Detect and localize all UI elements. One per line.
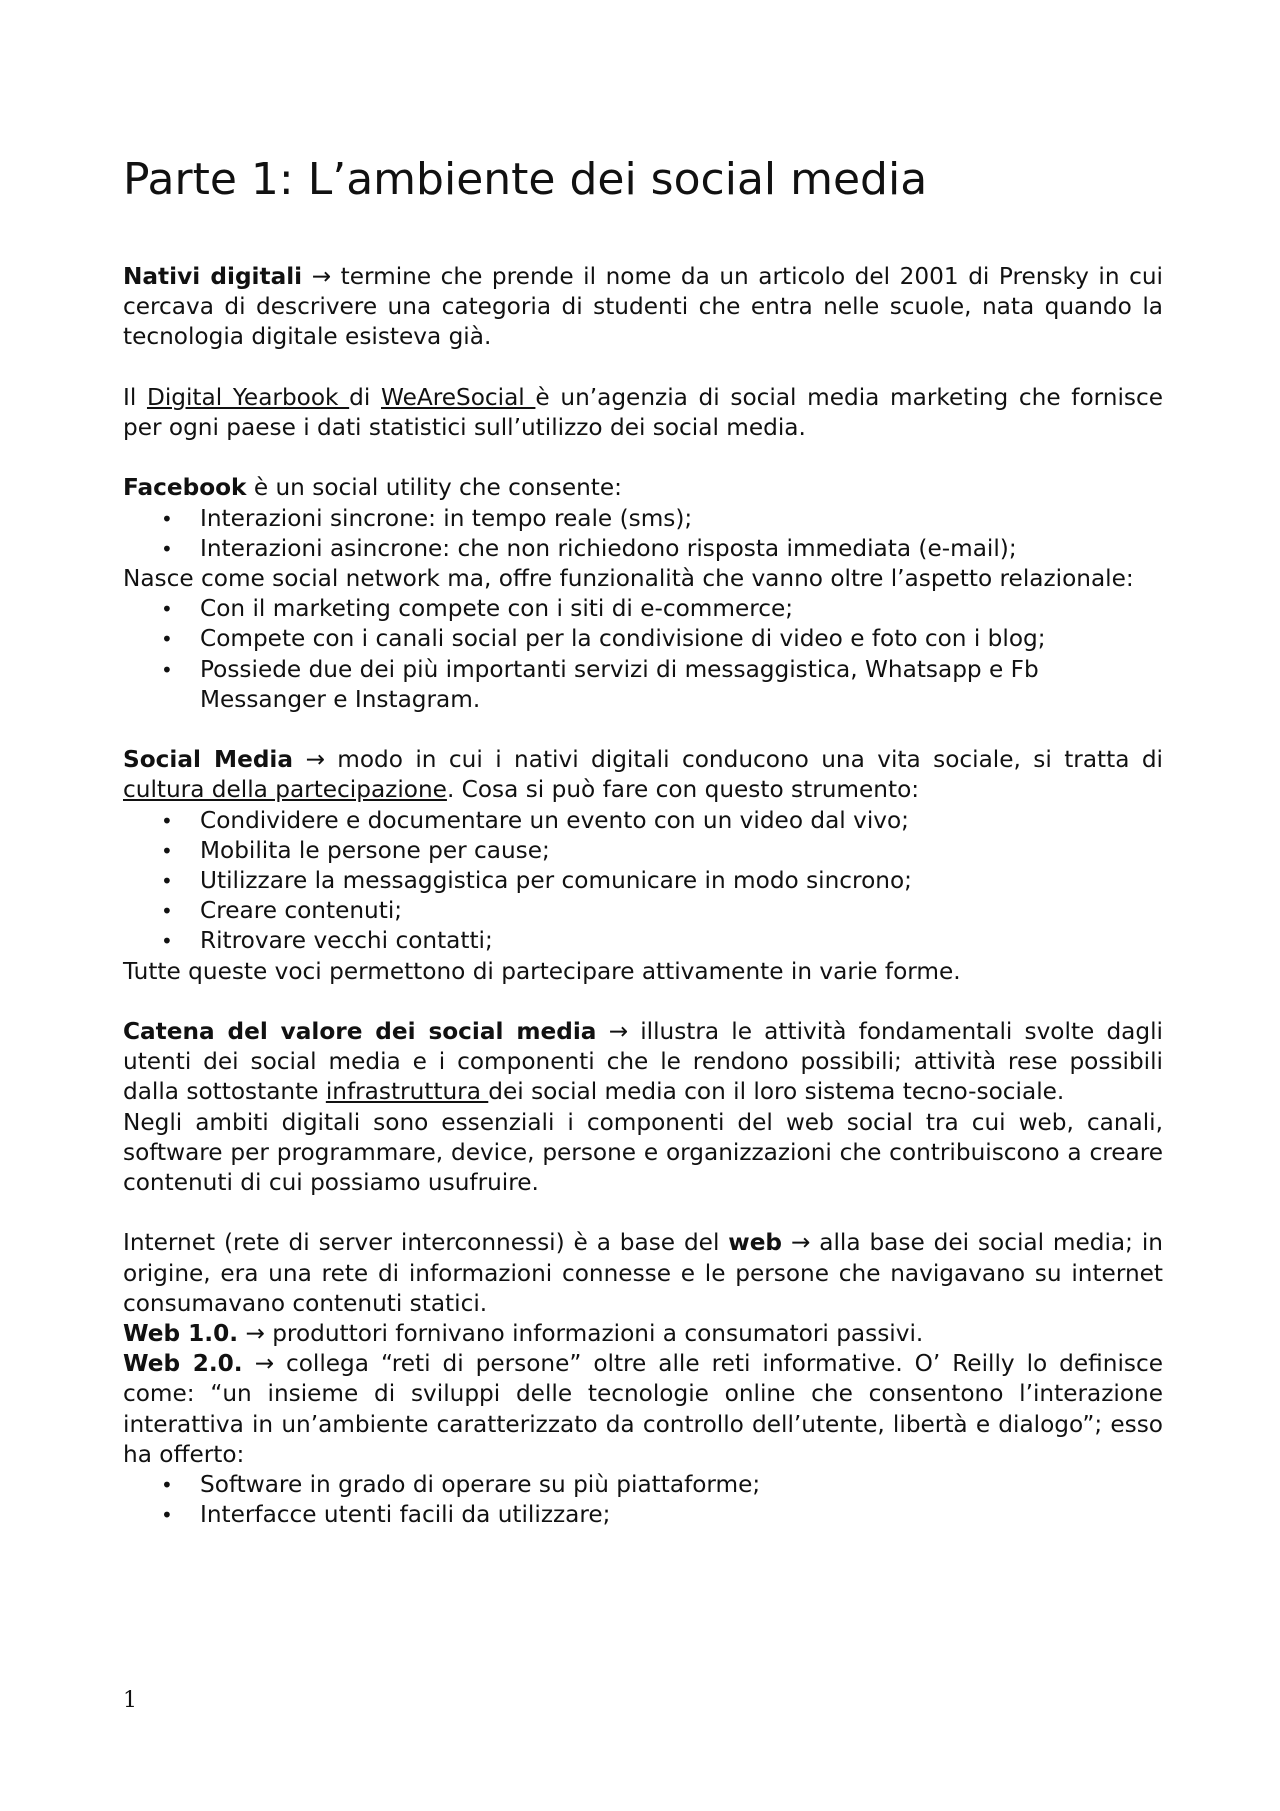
link-wearesocial[interactable]: WeAreSocial: [381, 383, 536, 411]
list-item: • Mobilita le persone per cause;: [123, 836, 1163, 866]
page-title: Parte 1: L’ambiente dei social media: [123, 154, 928, 205]
paragraph-social-media: Social Media → modo in cui i nativi digitali conducono una vita sociale, si tratta di cultura della partecipazione. Cosa si può fare con questo strumento:: [123, 746, 1163, 804]
link-cultura-partecipazione[interactable]: cultura della partecipazione: [123, 776, 447, 804]
paragraph-facebook: Facebook è un social utility che consente:: [123, 474, 622, 502]
list-item: • Interfacce utenti facili da utilizzare;: [123, 1500, 1163, 1530]
term-social-media: Social Media: [123, 746, 294, 774]
bullet-icon: •: [161, 1503, 173, 1528]
paragraph-digital-yearbook: Il Digital Yearbook di WeAreSocial è un’agenzia di social media marketing che fornisce per ogni paese i dati statistici sull’utilizzo dei social media.: [123, 383, 1163, 441]
link-digital-yearbook[interactable]: Digital Yearbook: [146, 383, 350, 411]
arrow-glyph: →: [608, 1018, 629, 1046]
bullet-icon: •: [161, 536, 173, 561]
bullet-icon: •: [161, 657, 173, 682]
arrow-glyph: →: [311, 263, 332, 290]
social-media-uses-list: [123, 806, 1163, 957]
facebook-functions-list: [123, 594, 1163, 715]
list-item: • Condividere e documentare un evento con un video dal vivo;: [123, 806, 1163, 836]
term-web-2: Web 2.0.: [123, 1350, 243, 1378]
list-item: • Software in grado di operare su più piattaforme;: [123, 1470, 1163, 1500]
paragraph-facebook-network: Nasce come social network ma, offre funzionalità che vanno oltre l’aspetto relazionale:: [123, 565, 1134, 592]
list-item: • Con il marketing compete con i siti di e-commerce;: [123, 594, 1163, 624]
web2-offers-list: [123, 1470, 1163, 1530]
bullet-icon: •: [161, 899, 173, 924]
bullet-icon: •: [161, 869, 173, 894]
page-number: 1: [123, 1688, 137, 1713]
list-item: • Ritrovare vecchi contatti;: [123, 926, 1163, 956]
arrow-glyph: →: [790, 1229, 811, 1257]
term-web: web: [728, 1229, 783, 1257]
paragraph-social-media-conclusion: Tutte queste voci permettono di partecipare attivamente in varie forme.: [123, 957, 961, 985]
term-nativi-digitali: Nativi digitali: [123, 263, 303, 290]
bullet-icon: •: [161, 506, 173, 531]
bullet-icon: •: [161, 808, 173, 833]
term-catena-valore: Catena del valore dei social media: [123, 1018, 597, 1046]
paragraph-internet: Internet (rete di server interconnessi) è a base del web → alla base dei social media; in origine, era una rete di informazioni connesse e le persone che navigavano su internet consumavano contenuti statici.: [123, 1229, 1163, 1317]
paragraph-ambiti-digitali: Negli ambiti digitali sono essenziali i componenti del web social tra cui web, canali, software per programmare, device, persone e organizzazioni che contribuiscono a creare contenuti di cui possiamo usufruire.: [123, 1108, 1163, 1197]
arrow-glyph: →: [305, 746, 325, 774]
bullet-icon: •: [161, 597, 173, 622]
paragraph-web-2: Web 2.0. → collega “reti di persone” oltre alle reti informative. O’ Reilly lo definisce come: “un insieme di sviluppi delle tecnologie online che consentono l’interazione interattiva in un’ambiente caratterizzato da controllo dell’utente, libertà e dialogo”; esso ha offerto:: [123, 1350, 1163, 1468]
list-item: • Possiede due dei più importanti servizi di messaggistica, Whatsapp e Fb Messanger e Instagram.: [161, 655, 1039, 713]
bullet-icon: •: [161, 627, 173, 652]
list-item: • Creare contenuti;: [123, 896, 1163, 926]
bullet-icon: •: [161, 838, 173, 863]
facebook-interactions-list: [123, 504, 1163, 564]
list-item: • Interazioni asincrone: che non richiedono risposta immediata (e-mail);: [123, 534, 1163, 564]
list-item: • Interazioni sincrone: in tempo reale (sms);: [123, 504, 1163, 534]
bullet-icon: •: [161, 929, 173, 954]
paragraph-web-1: Web 1.0. → produttori fornivano informazioni a consumatori passivi.: [123, 1320, 924, 1348]
bullet-icon: •: [161, 1473, 173, 1498]
link-infrastruttura[interactable]: infrastruttura: [325, 1078, 489, 1106]
document-body: [123, 262, 1163, 1530]
paragraph-catena-valore: Catena del valore dei social media → illustra le attività fondamentali svolte dagli utenti dei social media e i componenti che le rendono possibili; attività rese possibili dalla sottostante infrastruttura dei social media con il loro sistema tecno-sociale.: [123, 1018, 1163, 1106]
paragraph-nativi-digitali: Nativi digitali → termine che prende il nome da un articolo del 2001 di Prensky in cui cercava di descrivere una categoria di studenti che entra nelle scuole, nata quando la tecnologia digitale esisteva già.: [123, 263, 1163, 351]
list-item: • Utilizzare la messaggistica per comunicare in modo sincrono;: [123, 866, 1163, 896]
list-item: • Compete con i canali social per la condivisione di video e foto con i blog;: [123, 624, 1163, 654]
term-web-1: Web 1.0.: [123, 1320, 239, 1348]
term-facebook: Facebook: [123, 474, 247, 502]
